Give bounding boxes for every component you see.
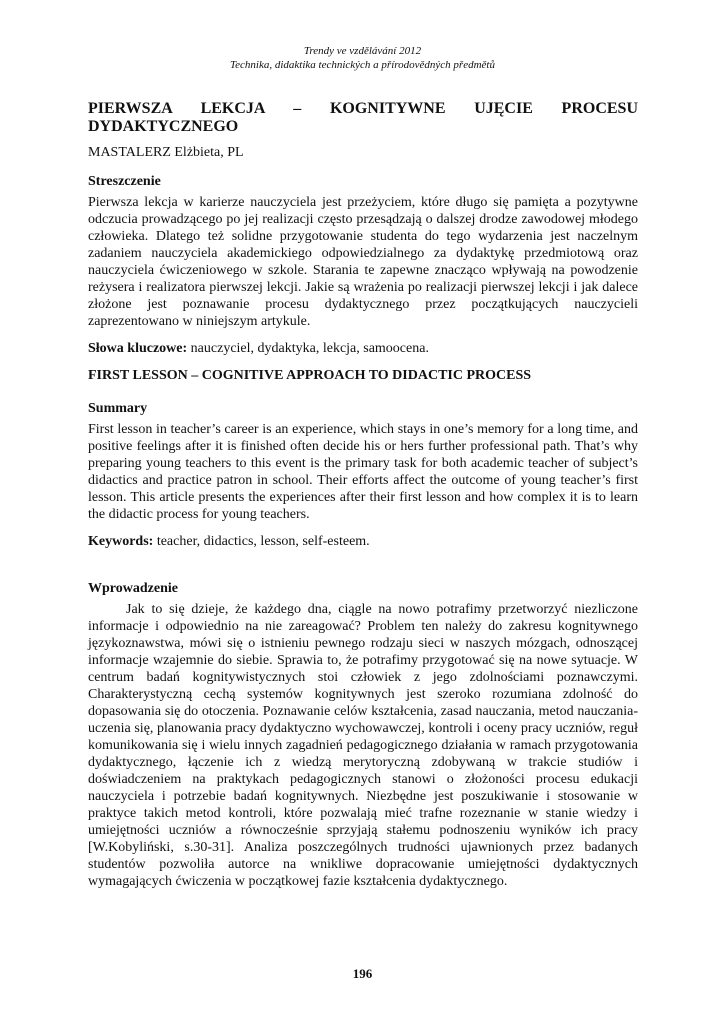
summary-heading: Summary bbox=[88, 401, 148, 416]
header-journal-subtitle: Technika, didaktika technických a přírodovědných předmětů bbox=[230, 59, 495, 71]
abstract-text: Pierwsza lekcja w karierze nauczyciela jest przeżyciem, które długo się pamięta a pozytywne odczucia prowadzącego po jej realizacji często przesądzają o dalszej drodze zawodowej młodego człowieka. Dlatego też solidne przygotowanie studenta do tego wydarzenia jest naczelnym zadaniem nauczyciela akademickiego odpowiedzialnego za dydaktykę przedmiotową oraz nauczyciela ćwiczeniowego w szkole. Starania te zapewne znacząco wpływają na powodzenie reżysera i realizatora pierwszej lekcji. Jakie są wrażenia po realizacji pierwszej lekcji i jak dalece złożone jest poznawanie procesu dydaktycznego przez początkujących nauczycieli zaprezentowano w niniejszym artykule. bbox=[88, 195, 638, 329]
intro-heading: Wprowadzenie bbox=[88, 581, 178, 596]
keywords-en bbox=[88, 533, 638, 550]
spacer bbox=[88, 560, 638, 580]
summary-text: First lesson in teacher’s career is an experience, which stays in one’s memory for a long time, and positive feelings after it is finished often decide his or hers further professional path. That’s why preparing young teachers to this event is the primary task for both academic teacher of subject’s didactics and practice patron in school. Their efforts affect the outcome of young teacher’s first lesson. This article presents the experiences after their first lesson and how complex it is to learn the didactic process for young teachers. bbox=[88, 422, 638, 522]
article-body bbox=[88, 100, 638, 890]
keywords-pl-list: nauczyciel, dydaktyka, lekcja, samoocena. bbox=[187, 341, 429, 356]
keywords-en-list: teacher, didactics, lesson, self-esteem. bbox=[153, 534, 370, 549]
keywords-pl-label: Słowa kluczowe: bbox=[88, 341, 188, 356]
page-number: 196 bbox=[352, 966, 373, 981]
keywords-en-label: Keywords: bbox=[88, 534, 154, 549]
intro-text: Jak to się dzieje, że każdego dna, ciągle na nowo potrafimy przetworzyć niezliczone informacje i odpowiednio na nie zareagować? Problem ten należy do zakresu kognitywnego językoznawstwa, mówi się o istnieniu pewnego rodzaju sieci w naszych mózgach, odnoszącej informacje wzajemnie do siebie. Sprawia to, że potrafimy przygotować się na nowe sytuacje. W centrum badań kognitywistycznych stoi człowiek z jego zdolnościami poznawczymi. Charakterystyczną cechą systemów kognitywnych jest szeroko rozumiana zdolność do dopasowania się do otoczenia. Poznawanie celów kształcenia, zasad nauczania, metod nauczania-uczenia się, planowania pracy dydaktyczno wychowawczej, kontroli i oceny pracy uczniów, reguł komunikowania się i wielu innych zagadnień pedagogicznego działania w ramach przygotowania dydaktycznego, łączenie ich z wiedzą merytoryczną zdobywaną w trakcie studiów i doświadczeniem na praktykach pedagogicznych stanowi o złożoności procesu edukacji nauczyciela i potrzebie badań kognitywnych. Niezbędne jest poszukiwanie i stosowanie w praktyce takich metod kontroli, które pozwalają mieć trafne rozeznanie w stanie wiedzy i umiejętności uczniów a równocześnie sprzyjają stałemu podnoszeniu wyników ich pracy [W.Kobyliński, s.30-31]. Analiza poszczególnych trudności ujawnionych przez badanych studentów pozwoliła autorce na wnikliwe dopracowanie umiejętności dydaktycznych wymagających ćwiczenia w początkowej fazie kształcenia dydaktycznego. bbox=[88, 602, 638, 889]
abstract-heading: Streszczenie bbox=[88, 174, 161, 189]
header-journal-title: Trendy ve vzdělávání 2012 bbox=[303, 45, 422, 57]
keywords-pl bbox=[88, 340, 638, 357]
english-title: FIRST LESSON – COGNITIVE APPROACH TO DIDACTIC PROCESS bbox=[88, 368, 532, 383]
running-header bbox=[0, 44, 725, 72]
author-line: MASTALERZ Elżbieta, PL bbox=[88, 145, 244, 160]
article-title: PIERWSZA LEKCJA – KOGNITYWNE UJĘCIE PROCESU DYDAKTYCZNEGO bbox=[88, 100, 638, 135]
